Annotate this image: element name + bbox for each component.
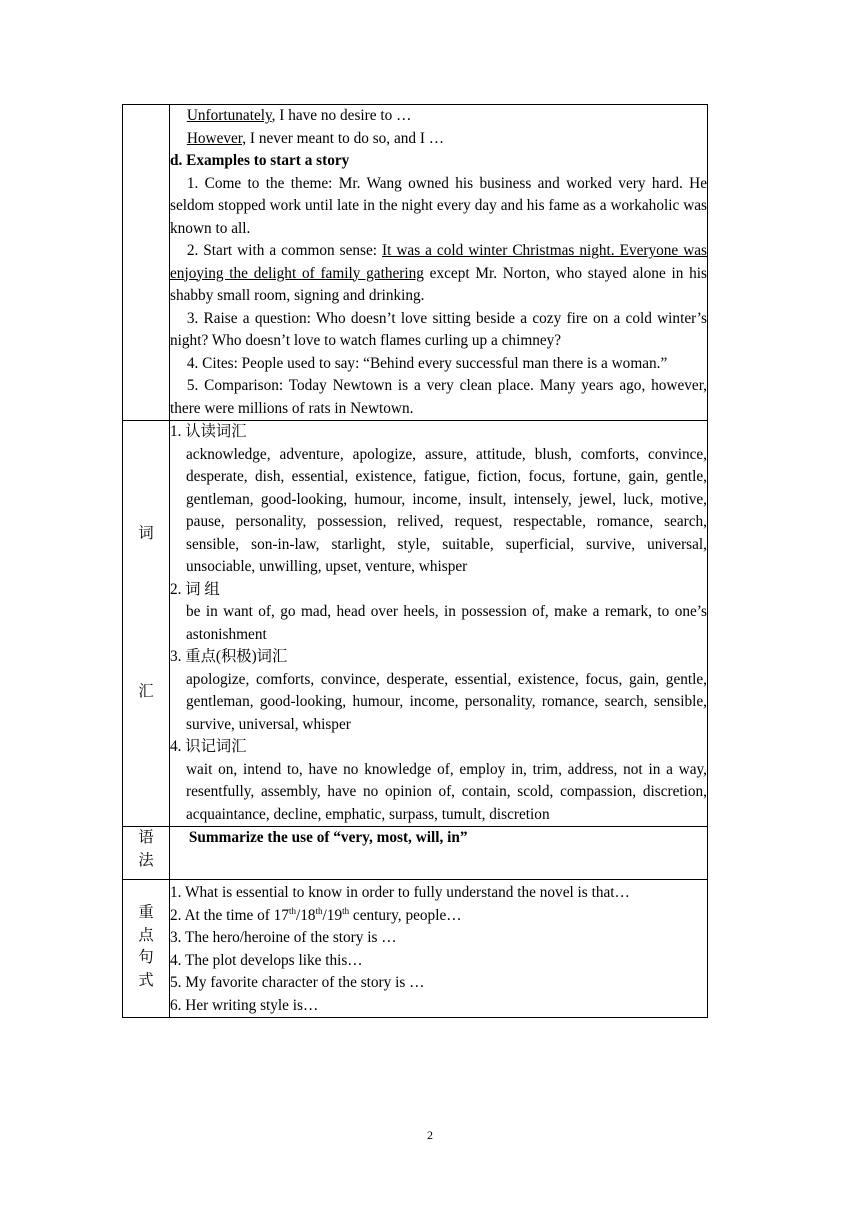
row-story-examples [123,105,708,421]
row1-label-cell [123,105,170,421]
sentences-label-2: 点 [138,926,154,944]
vocabulary-label-cell [123,421,170,827]
vocab-list-2: be in want of, go mad, head over heels, in possession of, make a remark, to one’s astonishment [186,603,707,643]
vocab-heading-4: 4. 识记词汇 [170,738,247,755]
superscript-th: th [288,905,296,916]
vocabulary-content-cell [170,421,708,827]
superscript-th: th [342,905,350,916]
grammar-content-cell [170,827,708,880]
sentence-5: 5. My favorite character of the story is … [170,974,425,991]
sentence-2-sep: /19 [322,906,343,924]
vocab-list-1: acknowledge, adventure, apologize, assure, attitude, blush, comforts, convince, desperate, dish, essential, existence, fatigue, fiction, focus, fortune, gain, gentle, gentleman, good-looking, humour, income, insult, intensely, jewel, luck, motive, pause, personality, possession, relived, request, respectable, romance, search, sensible, son-in-law, starlight, style, suitable, superficial, survive, universal, unsociable, unwilling, upset, venture, whisper [186,445,707,575]
superscript-th: th [315,905,323,916]
vocab-label-top: 词 [138,525,154,542]
grammar-label-1: 语 [138,829,154,846]
content-table [122,104,708,1018]
sentences-label-4: 式 [138,971,154,989]
sentences-content-cell [170,880,708,1018]
sentence-1: 1. What is essential to know in order to fully understand the novel is that… [170,884,630,901]
phrase-line [170,105,707,128]
grammar-text: Summarize the use of “very, most, will, in” [188,829,468,846]
example-5: 5. Comparison: Today Newtown is a very clean place. Many years ago, however, there were millions of rats in Newtown. [170,377,707,417]
sentence-2-lead: 2. At the time of 17 [170,906,289,924]
vocab-heading-1: 1. 认读词汇 [170,423,247,440]
row-vocabulary [123,421,708,827]
underlined-phrase: However, [186,129,247,147]
sentence-3: 3. The hero/heroine of the story is … [170,929,397,946]
vocab-heading-2: 2. 词 组 [170,580,220,598]
example-4: 4. Cites: People used to say: “Behind every successful man there is a woman.” [186,354,668,372]
sentence-2-tail: century, people… [349,906,462,924]
page-number: 2 [427,1128,433,1142]
sentences-label-1: 重 [138,904,154,921]
example-3: 3. Raise a question: Who doesn’t love sitting beside a cozy fire on a cold winter’s night? Who doesn’t love to watch flames curling up a chimney? [170,309,707,349]
vocab-list-3: apologize, comforts, convince, desperate, essential, existence, focus, gain, gentle, gentleman, good-looking, humour, income, personality, romance, search, sensible, survive, universal, whisper [186,670,707,733]
vocab-list-4: wait on, intend to, have no knowledge of, employ in, trim, address, not in a way, resentfully, assembly, have no opinion of, contain, scold, compassion, discretion, acquaintance, decline, emphatic, surpass, tumult, discretion [186,760,707,823]
row-grammar [123,827,708,880]
sentence-4: 4. The plot develops like this… [170,951,363,969]
sentences-label-cell [123,880,170,1018]
example-2-lead: 2. Start with a common sense: [186,242,383,259]
sentences-label-3: 句 [138,949,154,966]
vocab-label-bottom: 汇 [138,682,154,700]
sentence-2 [170,905,707,928]
row-key-sentences [123,880,708,1018]
sentence-6: 6. Her writing style is… [170,996,319,1014]
row1-content-cell [170,105,708,421]
sentence-2-sep: /18 [295,906,316,924]
grammar-label-cell [123,827,170,880]
grammar-label-2: 法 [138,851,154,869]
vocab-heading-3: 3. 重点(积极)词汇 [170,648,288,665]
example-1: 1. Come to the theme: Mr. Wang owned his business and worked very hard. He seldom stopped work until late in the night every day and his fame as a workaholic was known to all. [170,174,707,237]
example-2-underlined: It was a cold winter Christmas night. Everyone was enjoying the delight of family gathering [170,242,707,282]
example-2-tail: except Mr. Norton, who stayed alone in his shabby small room, signing and drinking. [170,264,707,304]
example-2 [170,240,707,308]
phrase-rest: I never meant to do so, and I … [246,129,445,147]
phrase-rest: , I have no desire to … [271,107,412,124]
underlined-phrase: Unfortunately [186,107,272,124]
phrase-line [170,128,707,151]
section-heading: d. Examples to start a story [170,152,350,169]
